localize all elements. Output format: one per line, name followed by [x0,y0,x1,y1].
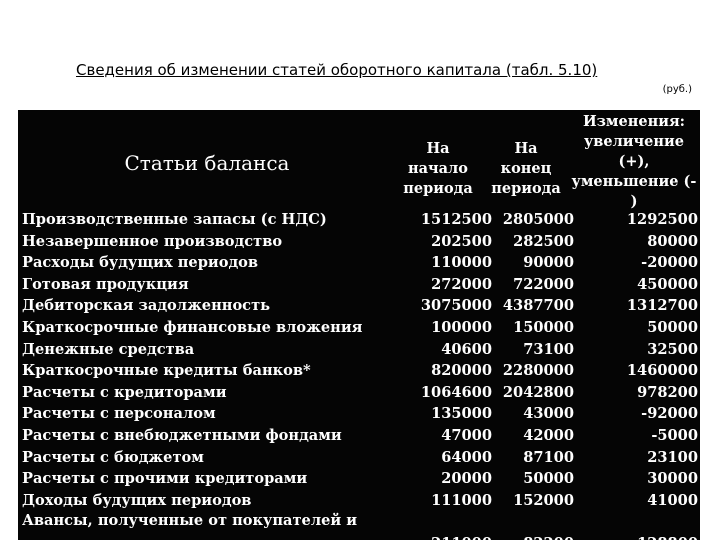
header-changes-line: Изменения: [582,113,686,130]
table-row [18,425,700,447]
row-name: Готовая продукция [22,275,189,293]
row-name: Расчеты с прочими кредиторами [22,470,308,488]
row-start-value: 1512500 [420,211,492,228]
table-row [18,382,700,404]
row-start-value: 3075000 [420,297,492,315]
table-row [18,274,700,296]
header-changes-line: увеличение [584,133,684,150]
row-end-value: 87100 [523,448,574,466]
row-start-value: 272000 [431,275,492,293]
row-name: Доходы будущих периодов [22,491,252,509]
header-changes-line: (+), [618,153,650,170]
table-body [18,209,700,555]
row-start-value: 20000 [441,470,492,488]
table-row [18,295,700,317]
header-changes-line: ) [630,193,638,210]
row-start-value: 211000 [431,535,492,553]
row-change-value: 41000 [647,491,698,509]
row-change-value: 450000 [637,275,698,293]
row-start-value: 110000 [431,254,492,272]
header-period-start-line: начало [408,160,468,177]
header-period-start-line: периода [403,180,473,197]
row-name: Денежные средства [22,340,195,358]
header-period-start [396,110,480,211]
row-name: Расчеты с персоналом [22,405,216,423]
row-change-value: 50000 [647,318,698,336]
row-name: Незавершенное производство [22,232,283,250]
header-period-end [480,110,572,211]
row-start-value: 202500 [431,232,492,250]
row-end-value: 2042800 [502,383,574,401]
row-change-value: -20000 [641,254,698,272]
header-changes [568,112,700,213]
table-row [18,360,700,382]
header-period-start-line: На [426,140,450,157]
row-end-value: 152000 [513,491,574,509]
row-end-value: 50000 [523,470,574,488]
table-row [18,209,700,231]
row-change-value: 80000 [647,232,698,250]
row-name: Авансы, полученные от покупателей и [22,512,358,530]
row-change-value: 978200 [637,383,698,401]
row-change-value: 1292500 [626,211,698,228]
row-end-value: 90000 [523,254,574,272]
row-end-value: 43000 [523,405,574,423]
row-start-value: 135000 [431,405,492,423]
row-end-value: 4387700 [502,297,574,315]
row-end-value: 2805000 [502,211,574,228]
row-change-value: 23100 [647,448,698,466]
row-change-value: 30000 [647,470,698,488]
row-end-value: 42000 [523,426,574,444]
header-changes-line: уменьшение (- [571,173,697,190]
row-name: Производственные запасы (с НДС) [22,211,327,228]
header-period-end-line: периода [491,180,561,197]
row-start-value: 111000 [431,491,492,509]
table-row [18,468,700,490]
row-start-value: 40600 [441,340,492,358]
table-row [18,317,700,339]
row-change-value: 1460000 [626,362,698,380]
table-row [18,339,700,361]
balance-table [18,110,700,553]
row-name: Дебиторская задолженность [22,297,271,315]
row-end-value: 73100 [523,340,574,358]
row-start-value: 100000 [431,318,492,336]
table-row [18,403,700,425]
header-period-end-line: конец [500,160,552,177]
row-name: Краткосрочные финансовые вложения [22,318,363,336]
row-end-value: 2280000 [502,362,574,380]
row-end-value: 150000 [513,318,574,336]
row-end-value: 282500 [513,232,574,250]
row-name: Расчеты с внебюджетными фондами [22,426,342,444]
table-row [18,511,700,555]
unit-label: (руб.) [662,84,692,95]
row-start-value: 820000 [431,362,492,380]
table-row [18,252,700,274]
row-change-value: 1312700 [626,297,698,315]
row-name: Краткосрочные кредиты банков* [22,362,311,380]
row-change-value: -5000 [651,426,698,444]
row-start-value: 47000 [441,426,492,444]
row-change-value: -128800 [631,535,698,553]
row-name: Расчеты с бюджетом [22,448,204,466]
header-balance-items: Статьи баланса [124,150,290,175]
row-name: Расходы будущих периодов [22,254,259,272]
row-start-value: 1064600 [420,383,492,401]
table-row [18,490,700,512]
table-title: Сведения об изменении статей оборотного капитала (табл. 5.10) [76,61,598,79]
table-row [18,447,700,469]
row-end-value: 722000 [513,275,574,293]
table-row [18,231,700,253]
header-period-end-line: На [514,140,538,157]
row-start-value: 64000 [441,448,492,466]
row-change-value: -92000 [641,405,698,423]
row-end-value: 82200 [523,535,574,553]
row-name: Расчеты с кредиторами [22,383,227,401]
row-change-value: 32500 [647,340,698,358]
